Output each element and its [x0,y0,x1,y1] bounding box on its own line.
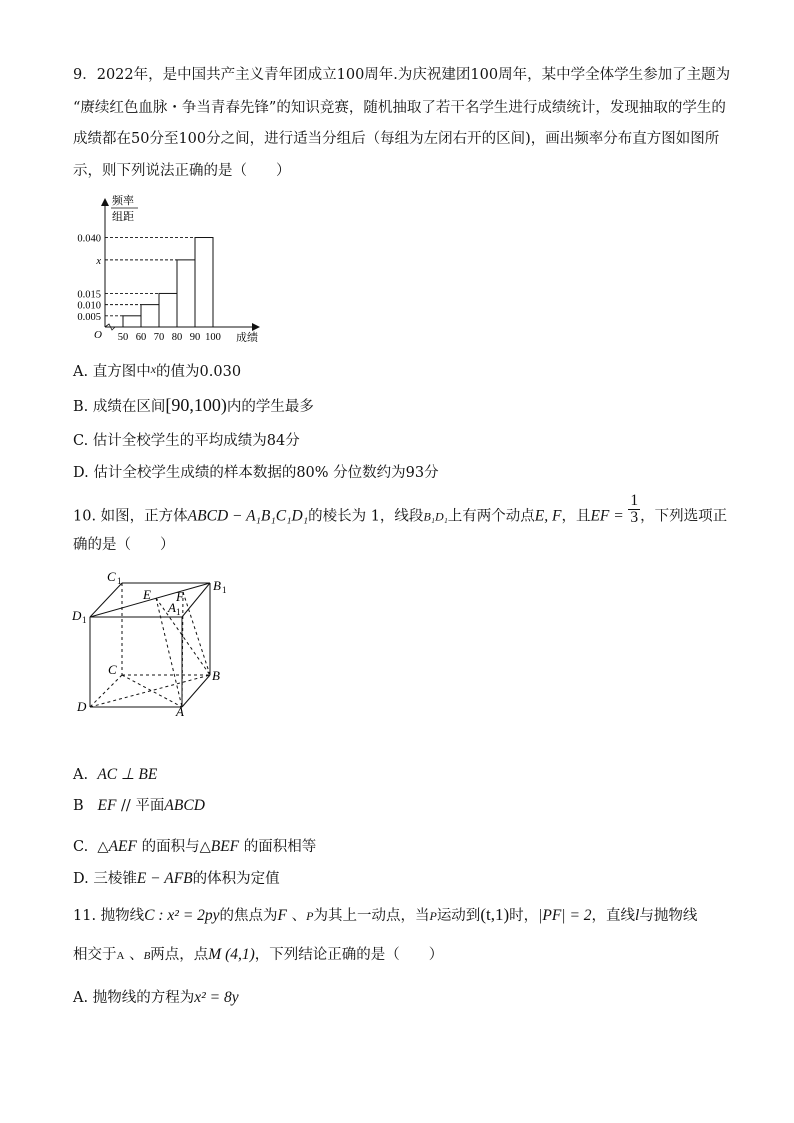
label-E: E [143,587,151,602]
q9-option-a-var: x [150,362,157,376]
ylabel-bottom: 组距 [112,211,134,223]
origin-label: O [94,329,102,341]
x-tick-label: 100 [205,332,221,342]
q11-text5: 时， [509,908,539,924]
q11-line2-prefix: 相交于 [73,947,117,963]
y-tick-label: 0.015 [77,289,101,301]
label-B1-sub: 1 [222,585,227,595]
q11-option-a-equation: x² = 8y [194,989,239,1006]
q10-option-d-suffix: 的体积为定值 [192,871,280,887]
y-tick-label: 0.005 [77,311,101,323]
q10-option-a-math: AC ⊥ BE [97,766,158,783]
q11-text1: 的焦点为 [219,908,278,924]
q11-point-coords: (t,1) [480,905,510,924]
q9-line3: 成绩都在50分至100分之间，进行适当分组后（每组为左闭右开的区间)，画出频率分布直方图如图所 [73,131,720,147]
q9-option-b [73,396,314,416]
q11-option-a-prefix: A. 抛物线的方程为 [73,990,195,1006]
q10-option-a [73,766,157,784]
q11-text3: 为其上一动点，当 [313,908,430,924]
q11-text7: 与抛物线 [639,908,698,924]
q11-point-m: M (4,1) [208,946,255,963]
y-tick-label: x [96,255,101,267]
q10-option-d-math: E − AFB [136,870,193,887]
q10-fraction [628,493,640,526]
q10-fraction-denominator: 3 [630,509,639,526]
q10-option-c-label: C. [73,839,89,855]
x-tick-label: 90 [189,332,201,342]
histogram-bar [123,316,141,327]
histogram-bar [159,293,177,327]
q10-option-a-label: A. [73,767,89,783]
q11-text4: 运动到 [436,908,481,924]
q10-option-c-triangle: △ [97,839,109,855]
ylabel-top: 频率 [112,195,134,207]
q10-cube-name: ABCD − A₁B₁C₁D₁ [187,507,309,525]
x-tick-label: 60 [135,332,147,342]
q9-option-a-suffix: 的值为0.030 [156,364,242,380]
y-tick-label: 0.010 [77,300,101,312]
x-tick-label: 50 [117,332,129,342]
q9-option-a [73,360,241,381]
q11-pf: |PF| = 2 [538,907,592,924]
q10-option-b-plane: ABCD [164,797,205,814]
q10-points: E, F [534,507,562,525]
label-D1-sub: 1 [82,615,87,625]
label-C1: C [107,569,116,584]
q9-line4: 示，则下列说法正确的是（ ） [73,163,291,179]
q9-option-b-prefix: B. 成绩在区间 [73,399,166,415]
label-B: B [212,668,220,683]
q11-equation: C : x² = 2py [144,907,220,924]
q10-line2: 确的是（ ） [73,537,175,553]
q9-line2: “赓续红色血脉・争当青春先锋”的知识竞赛，随机抽取了若干名学生进行成绩统计，发现抽取的学生的 [73,100,726,116]
q10-option-b-math: EF [97,797,117,814]
q10-text-b: 上有两个动点 [447,508,535,525]
label-A: A [176,704,184,718]
q11-focus: F [277,907,288,924]
q10-option-b [73,797,205,815]
q9-option-b-suffix: 内的学生最多 [226,399,314,415]
q11-option-a [73,989,239,1007]
xlabel: 成绩 [236,332,258,342]
label-A1: A [168,600,176,615]
q9-line1: 9．2022年，是中国共产主义青年团成立100周年.为庆祝建团100周年，某中学全体学生参加了主题为 [73,67,731,83]
x-tick-label: 70 [153,332,165,342]
q10-option-c-suffix: 的面积相等 [243,839,317,855]
q10-option-c-text: 的面积与△ [141,839,211,855]
q9-option-c: C. 估计全校学生的平均成绩为84分 [73,433,300,449]
label-D1: D [72,608,82,623]
label-B1: B [213,578,221,593]
q10-segment: B₁D₁ [423,509,448,524]
q10-option-c-math2: BEF [210,838,240,855]
q11-text6: ，直线 [591,908,636,924]
q11-point-a: A [116,950,125,962]
q10-option-d-prefix: D. 三棱锥 [73,871,137,887]
q11-point-p2: P [429,909,437,923]
q10-option-c [73,838,316,856]
q10-option-d [73,870,280,888]
q11-text10: ，下列结论正确的是（ ） [254,947,444,963]
label-A1-sub: 1 [176,607,181,617]
histogram-bar [141,305,159,327]
cube-figure [72,568,242,718]
q10-intro: 10. 如图，正方体 [73,508,188,525]
q11-line-l: l [635,907,640,924]
q9-option-d: D. 估计全校学生成绩的样本数据的80% 分位数约为93分 [73,465,439,481]
q11-line2 [73,946,443,965]
q11-text9: 两点，点 [150,947,209,963]
label-F: F [176,589,184,604]
label-D: D [77,699,87,714]
label-C1-sub: 1 [117,576,122,586]
q11-text8: 、 [129,947,144,963]
q9-option-a-prefix: A. 直方图中 [73,364,151,380]
histogram-bar [177,260,195,327]
y-tick-label: 0.040 [77,233,101,245]
q10-text-d: ，下列选项正 [640,508,728,525]
q11-line1 [73,906,697,925]
histogram-bar [195,238,213,327]
q11-point-b: B [143,950,151,962]
q10-text-c: ，且 [561,508,591,525]
q10-ef: EF = [590,507,624,525]
q10-option-c-math1: AEF [108,838,137,855]
label-C: C [108,662,117,677]
q10-fraction-numerator: 1 [630,492,639,509]
x-tick-label: 80 [171,332,183,342]
frequency-histogram [68,192,268,342]
q11-intro: 11. 抛物线 [73,908,145,924]
q11-text2: 、 [291,908,307,924]
q10-option-b-label: B [73,798,84,814]
q10-option-b-text: // 平面 [121,798,165,814]
q10-text-a: 的棱长为 1，线段 [308,508,424,525]
q10-line1 [73,492,728,533]
q9-option-b-interval: [90,100) [165,395,227,415]
q11-point-p: P [306,909,314,923]
